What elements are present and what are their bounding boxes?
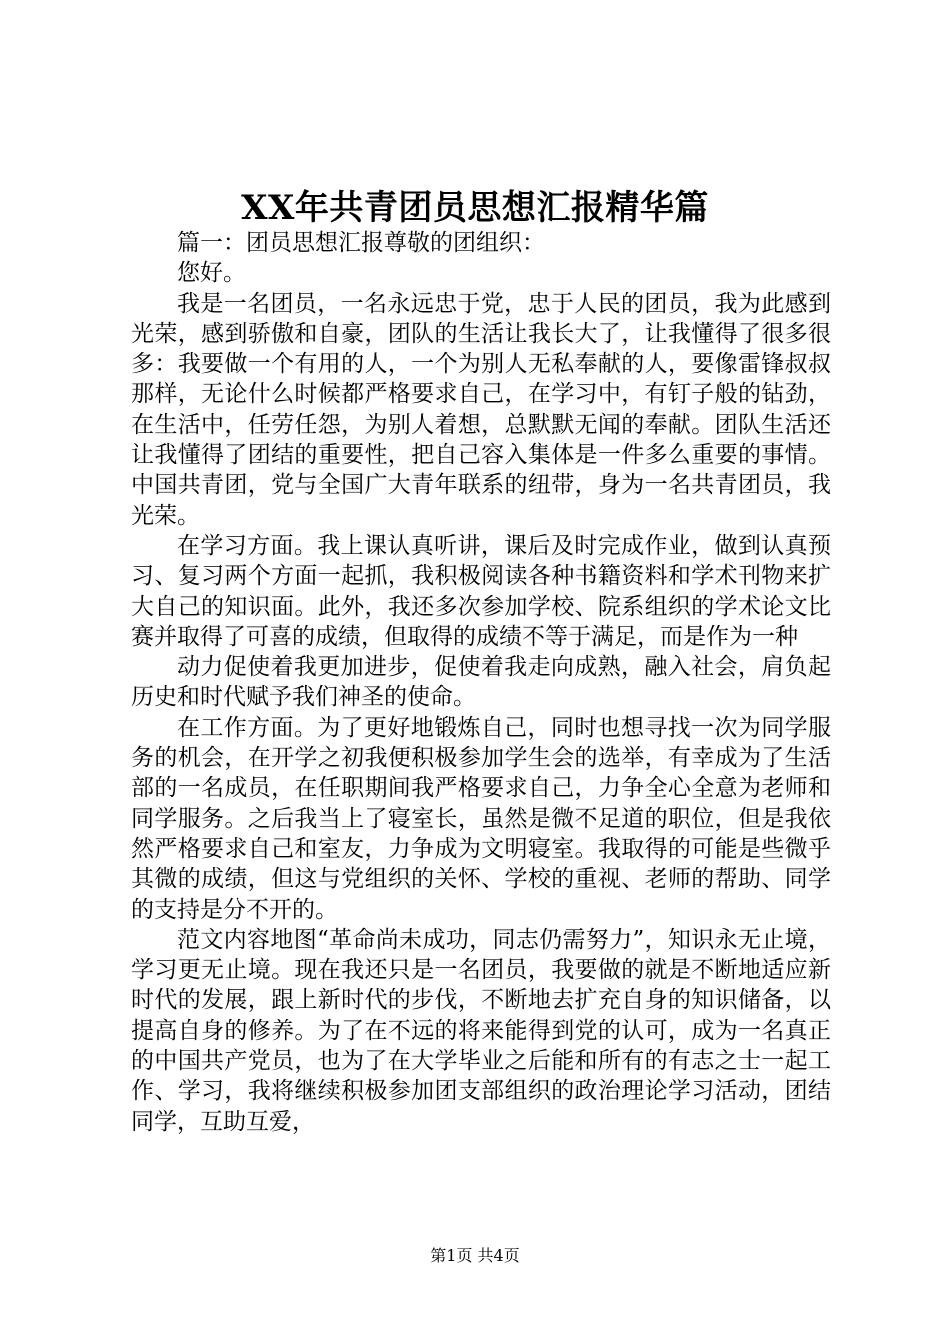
document-title: XX年共青团员思想汇报精华篇 — [241, 188, 709, 228]
document-body — [131, 228, 831, 1137]
paragraph-greeting: 您好。 — [177, 260, 246, 287]
paragraph-study: 在学习方面。我上课认真听讲，课后及时完成作业，做到认真预习、复习两个方面一起抓，我积极阅读各种书籍资料和学术刊物来扩大自己的知识面。此外，我还多次参加学校、院系组织的学术论文比赛并取得了可喜的成绩，但取得的成绩不等于满足，而是作为一种 — [131, 532, 831, 650]
paragraph-salutation: 篇一：团员思想汇报尊敬的团组织： — [177, 230, 545, 256]
paragraph-work: 在工作方面。为了更好地锻炼自己，同时也想寻找一次为同学服务的机会，在开学之初我便积极参加学生会的选举，有幸成为了生活部的一名成员，在任职期间我严格要求自己，力争全心全意为老师和同学服务。之后我当上了寝室长，虽然是微不足道的职位，但是我依然严格要求自己和室友，力争成为文明寝室。我取得的可能是些微乎其微的成绩，但这与党组织的关怀、学校的重视、老师的帮助、同学的支持是分不开的。 — [131, 714, 831, 923]
paragraph-intro: 我是一名团员，一名永远忠于党，忠于人民的团员，我为此感到光荣，感到骄傲和自豪，团队的生活让我长大了，让我懂得了很多很多：我要做一个有用的人，一个为别人无私奉献的人，要像雷锋叔叔那样，无论什么时候都严格要求自己，在学习中，有钉子般的钻劲，在生活中，任劳任怨，为别人着想，总默默无闻的奉献。团队生活还让我懂得了团结的重要性，把自己容入集体是一件多么重要的事情。中国共青团，党与全国广大青年联系的纽带，身为一名共青团员，我光荣。 — [131, 290, 831, 529]
paragraph-study-continued: 动力促使着我更加进步，促使着我走向成熟，融入社会，肩负起历史和时代赋予我们神圣的使命。 — [131, 654, 831, 711]
page-number-footer: 第1页 共4页 — [430, 1246, 520, 1265]
paragraph-future: 范文内容地图“革命尚未成功，同志仍需努力”，知识永无止境，学习更无止境。现在我还只是一名团员，我要做的就是不断地适应新时代的发展，跟上新时代的步伐，不断地去扩充自身的知识储备，以提高自身的修养。为了在不远的将来能得到党的认可，成为一名真正的中国共产党员，也为了在大学毕业之后能和所有的有志之士一起工作、学习，我将继续积极参加团支部组织的政治理论学习活动，团结同学，互助互爱， — [131, 926, 831, 1135]
